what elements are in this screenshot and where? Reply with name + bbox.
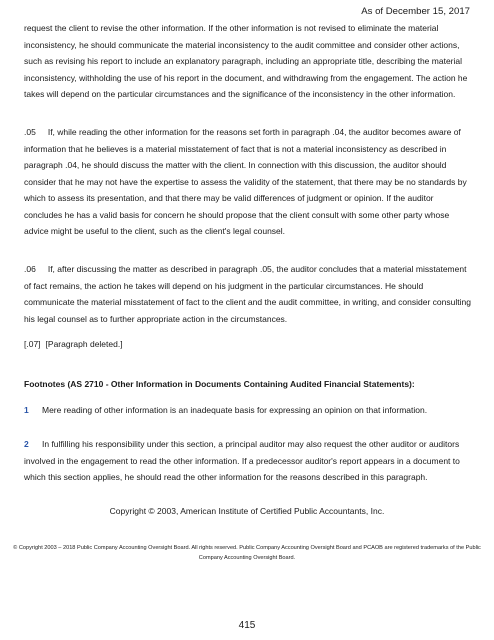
paragraph-07 bbox=[24, 336, 474, 353]
paragraph-06-text: If, after discussing the matter as described in paragraph .05, the auditor concludes that a material misstatement of fact remains, the action he takes will depend on his judgment in the particular circumstances. He should communicate the material misstatement of fact to the client and the audit committee, in writing, and consider consulting his legal counsel as to further appropriate action in the circumstances. bbox=[24, 264, 471, 324]
footnote-2 bbox=[24, 436, 474, 486]
footnote-2-text: In fulfilling his responsibility under this section, a principal auditor may also request the other auditor or auditors involved in the engagement to read the other information. If a predecessor auditor's report appears in a document to which this section applies, he should read the other information for the reasons described in this paragraph. bbox=[24, 439, 460, 482]
footnote-2-number[interactable]: 2 bbox=[24, 439, 29, 449]
as-of-date: As of December 15, 2017 bbox=[361, 6, 470, 17]
aicpa-copyright: Copyright © 2003, American Institute of Certified Public Accountants, Inc. bbox=[109, 506, 385, 516]
paragraph-05-number: .05 bbox=[24, 127, 36, 137]
footnotes-heading: Footnotes (AS 2710 - Other Information in Documents Containing Audited Financial Statements): bbox=[24, 379, 415, 389]
paragraph-06-number: .06 bbox=[24, 264, 36, 274]
paragraph-07-number: [.07] bbox=[24, 339, 41, 349]
page-number: 415 bbox=[238, 620, 256, 631]
paragraph-07-text: [Paragraph deleted.] bbox=[45, 339, 123, 349]
footnote-1-text: Mere reading of other information is an inadequate basis for expressing an opinion on that information. bbox=[42, 405, 428, 415]
footnote-1 bbox=[24, 402, 474, 419]
paragraph-05 bbox=[24, 124, 474, 240]
paragraph-05-text: If, while reading the other information for the reasons set forth in paragraph .04, the auditor becomes aware of information that he believes is a material misstatement of fact that is not a material inconsistency as described in paragraph .04, he should discuss the matter with the client. In connection with this discussion, the auditor should consider that he may not have the expertise to assess the validity of the statement, that there may be no standards by which to assess its presentation, and that there may be valid differences of judgment or opinion. If the auditor concludes he has a valid basis for concern he should propose that the client consult with some other party whose advice might be useful to the client, such as the client's legal counsel. bbox=[24, 127, 467, 236]
footnote-1-number[interactable]: 1 bbox=[24, 405, 29, 415]
paragraph-06 bbox=[24, 261, 474, 327]
pcaob-copyright: © Copyright 2003 – 2018 Public Company Accounting Oversight Board. All rights reserved. Public Company Accounting Oversight Board and PCAOB are registered trademarks of the Public Company Accounting Oversight Board. bbox=[13, 545, 481, 561]
paragraph-04-continuation: request the client to revise the other information. If the other information is not revised to eliminate the material inconsistency, he should communicate the material inconsistency to the audit committee and consider other actions, such as revising his report to include an explanatory paragraph, including an appropriate title, describing the material inconsistency, withholding the use of his report in the document, and withdrawing from the engagement. The action he takes will depend on the particular circumstances and the significance of the inconsistency in the other information. bbox=[24, 23, 468, 99]
